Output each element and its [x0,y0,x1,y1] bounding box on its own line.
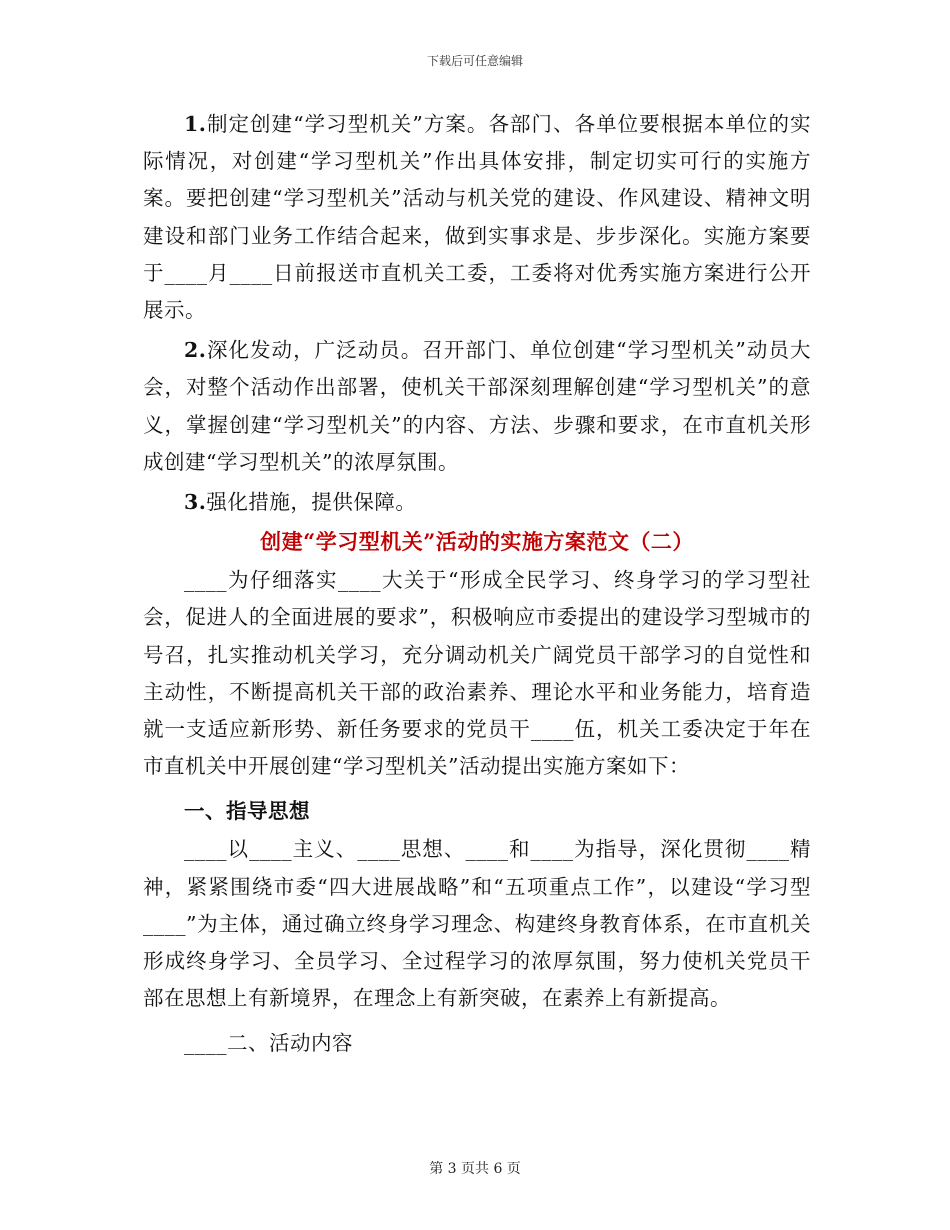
page-header: 下载后可任意编辑 [426,54,523,68]
item-number: 2. [184,338,207,363]
heading-activity-content: ____二、活动内容 [184,1031,353,1056]
section-title: 创建“学习型机关”活动的实施方案范文（二） [260,529,694,555]
paragraph-intro: ____为仔细落实____大关于“形成全民学习、终身学习的学习型社会，促进人的全面进展的要求”，积极响应市委提出的建设学习型城市的号召，扎实推动机关学习，充分调动机关广阔党员干部学习的自觉性和主动性，不断提高机关干部的政治素养、理论水平和业务能力，培育造就一支适应新形势、新任务要求的党员干____伍，机关工委决定于年在市直机关中开展创建“学习型机关”活动提出实施方案如下： [143,568,811,779]
paragraph-item-2 [143,332,811,481]
paragraph-guiding-thought: ____以____主义、____思想、____和____为指导，深化贯彻____精神，紧紧围绕市委“四大进展战略”和“五项重点工作”，以建设“学习型____”为主体，通过确立终身学习理念、构建终身教育体系，在市直机关形成终身学习、全员学习、全过程学习的浓厚氛围，努力使机关党员干部在思想上有新境界，在理念上有新突破，在素养上有新提高。 [143,837,811,1011]
item-number: 3. [184,490,207,515]
page-footer: 第 3 页共 6 页 [429,1161,521,1177]
paragraph-text: 深化发动，广泛动员。召开部门、单位创建“学习型机关”动员大会，对整个活动作出部署，使机关干部深刻理解创建“学习型机关”的意义，掌握创建“学习型机关”的内容、方法、步骤和要求，在市直机关形成创建“学习型机关”的浓厚氛围。 [143,338,811,474]
heading-guiding-thought: 一、指导思想 [184,799,310,824]
paragraph-item-1 [143,106,811,329]
paragraph-text: 制定创建“学习型机关”方案。各部门、各单位要根据本单位的实际情况，对创建“学习型机关”作出具体安排，制定切实可行的实施方案。要把创建“学习型机关”活动与机关党的建设、作风建设、精神文明建设和部门业务工作结合起来，做到实事求是、步步深化。实施方案要于____月____日前报送市直机关工委，工委将对优秀实施方案进行公开展示。 [143,112,811,323]
document-body [143,106,811,1063]
item-number: 1. [184,112,207,136]
paragraph-item-3 [143,484,811,521]
paragraph-text: 强化措施，提供保障。 [206,490,417,515]
